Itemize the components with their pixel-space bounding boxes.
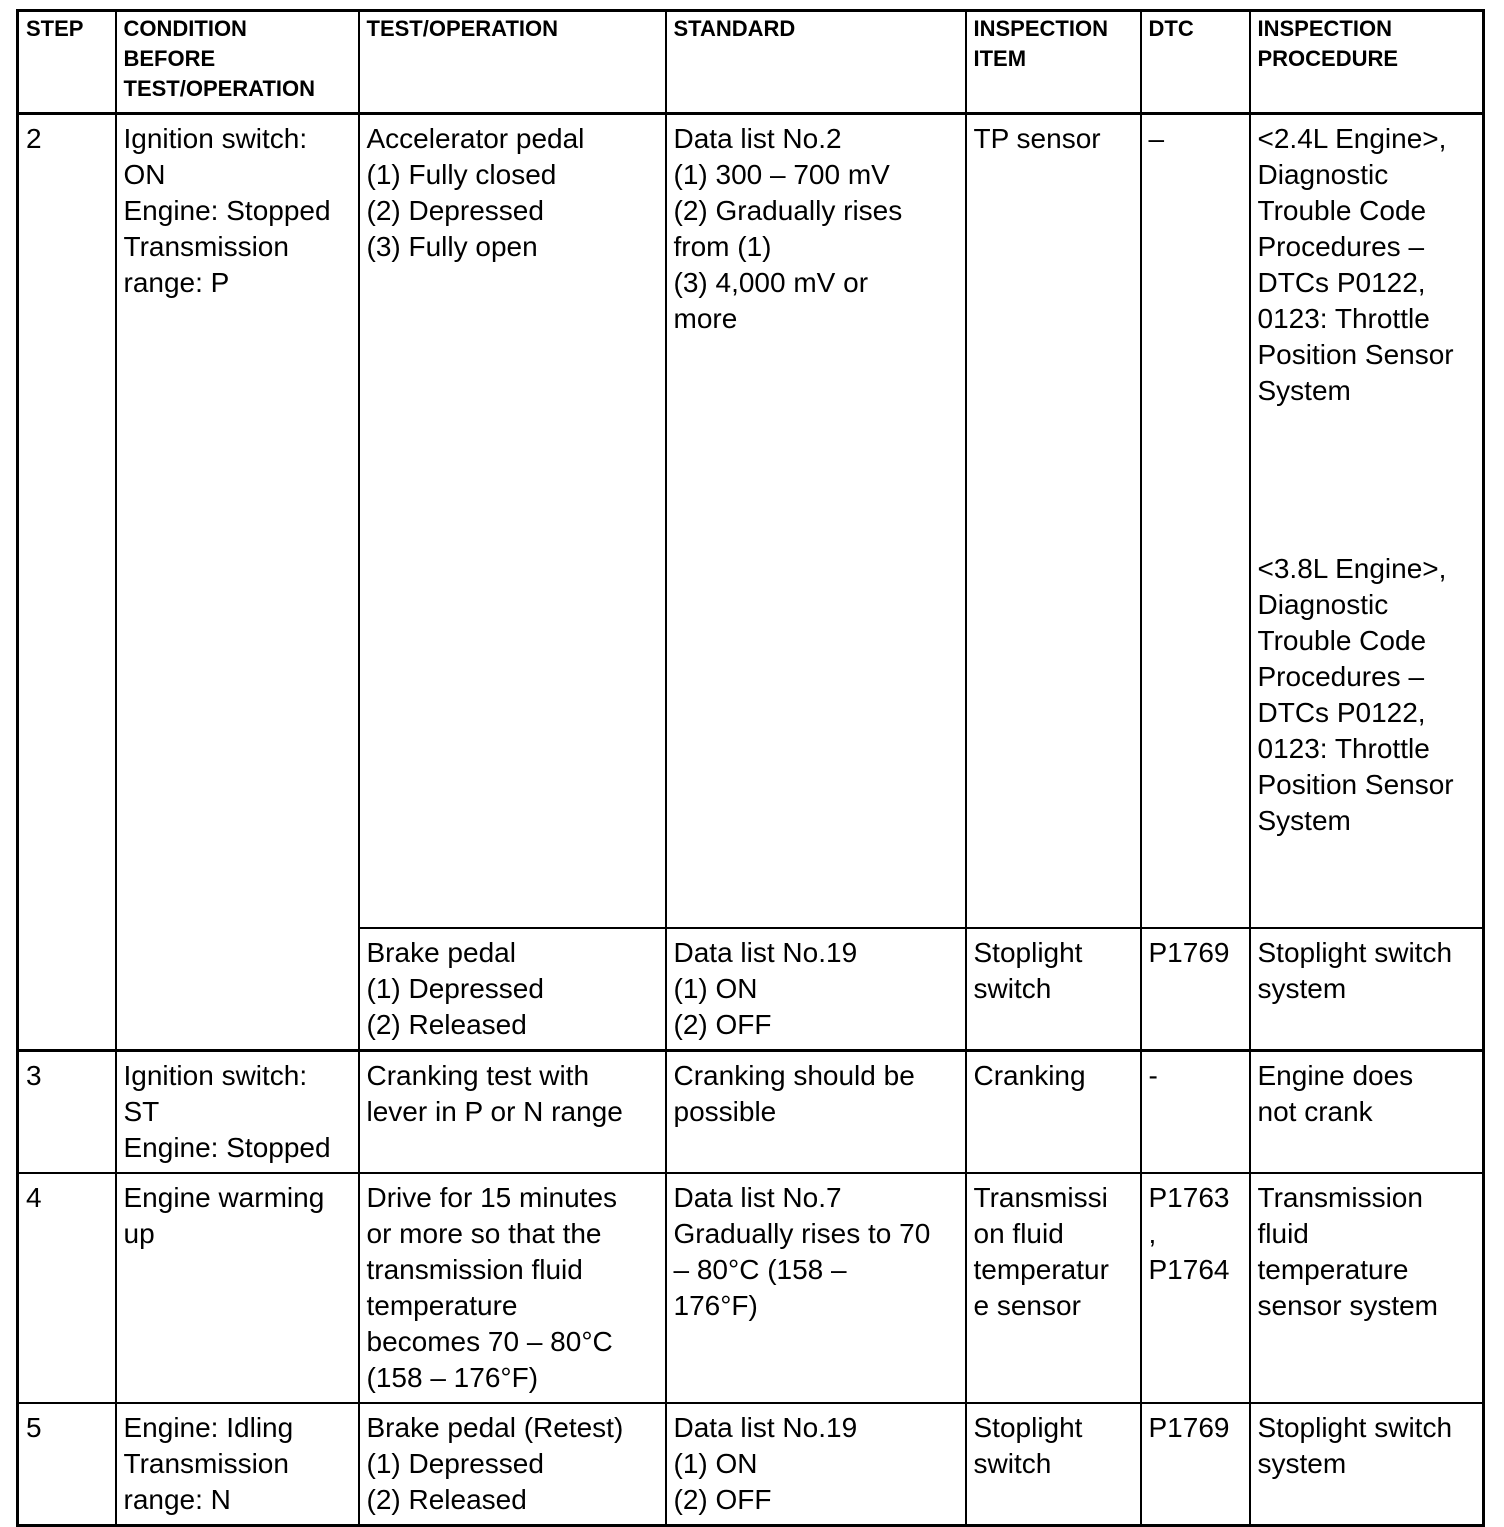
standard-cell: Data list No.7 Gradually rises to 70 – 80°C (158 – 176°F): [666, 1173, 966, 1403]
test-operation-cell: Cranking test with lever in P or N range: [359, 1051, 666, 1174]
condition-cell: Engine: Idling Transmission range: N: [116, 1403, 359, 1526]
table-row: [18, 114, 1484, 929]
dtc-cell: P1769: [1141, 1403, 1250, 1526]
inspection-item-cell: Stoplight switch: [966, 1403, 1141, 1526]
inspection-procedure-cell: <2.4L Engine>, Diagnostic Trouble Code Procedures – DTCs P0122, 0123: Throttle Position Sensor System <3.8L Engine>, Diagnostic Trouble Code Procedures – DTCs P0122, 0123: Throttle Position Sensor System: [1250, 114, 1484, 929]
step-cell: 2: [18, 114, 116, 1051]
inspection-item-cell: Cranking: [966, 1051, 1141, 1174]
header-test-operation: TEST/OPERATION: [359, 11, 666, 114]
procedure-spacer: [1258, 409, 1479, 551]
inspection-item-cell: TP sensor: [966, 114, 1141, 929]
inspection-procedure-cell: Engine does not crank: [1250, 1051, 1484, 1174]
condition-cell: Ignition switch: ON Engine: Stopped Transmission range: P: [116, 114, 359, 1051]
header-inspection-item: INSPECTION ITEM: [966, 11, 1141, 114]
standard-cell: Cranking should be possible: [666, 1051, 966, 1174]
document-page: [16, 9, 1482, 1527]
dtc-cell: -: [1141, 1051, 1250, 1174]
step-cell: 3: [18, 1051, 116, 1174]
condition-cell: Engine warming up: [116, 1173, 359, 1403]
inspection-item-cell: Transmissi on fluid temperatur e sensor: [966, 1173, 1141, 1403]
step-cell: 4: [18, 1173, 116, 1403]
header-condition: CONDITION BEFORE TEST/OPERATION: [116, 11, 359, 114]
standard-cell: Data list No.19 (1) ON (2) OFF: [666, 1403, 966, 1526]
header-standard: STANDARD: [666, 11, 966, 114]
test-operation-cell: Accelerator pedal (1) Fully closed (2) Depressed (3) Fully open: [359, 114, 666, 929]
inspection-procedure-cell: Transmission fluid temperature sensor system: [1250, 1173, 1484, 1403]
dtc-cell: P1769: [1141, 928, 1250, 1051]
test-operation-cell: Drive for 15 minutes or more so that the transmission fluid temperature becomes 70 – 80°C (158 – 176°F): [359, 1173, 666, 1403]
table-row: [18, 1403, 1484, 1526]
step-cell: 5: [18, 1403, 116, 1526]
header-dtc: DTC: [1141, 11, 1250, 114]
test-operation-cell: Brake pedal (1) Depressed (2) Released: [359, 928, 666, 1051]
inspection-procedure-cell: Stoplight switch system: [1250, 1403, 1484, 1526]
inspection-procedure-cell: Stoplight switch system: [1250, 928, 1484, 1051]
dtc-cell: P1763 , P1764: [1141, 1173, 1250, 1403]
dtc-cell: –: [1141, 114, 1250, 929]
inspection-item-cell: Stoplight switch: [966, 928, 1141, 1051]
table-row: [18, 1173, 1484, 1403]
header-row: [18, 11, 1484, 114]
table-row: [18, 1051, 1484, 1174]
inspection-table: [16, 9, 1485, 1527]
header-step: STEP: [18, 11, 116, 114]
standard-cell: Data list No.2 (1) 300 – 700 mV (2) Gradually rises from (1) (3) 4,000 mV or more: [666, 114, 966, 929]
test-operation-cell: Brake pedal (Retest) (1) Depressed (2) Released: [359, 1403, 666, 1526]
header-inspection-procedure: INSPECTION PROCEDURE: [1250, 11, 1484, 114]
standard-cell: Data list No.19 (1) ON (2) OFF: [666, 928, 966, 1051]
condition-cell: Ignition switch: ST Engine: Stopped: [116, 1051, 359, 1174]
